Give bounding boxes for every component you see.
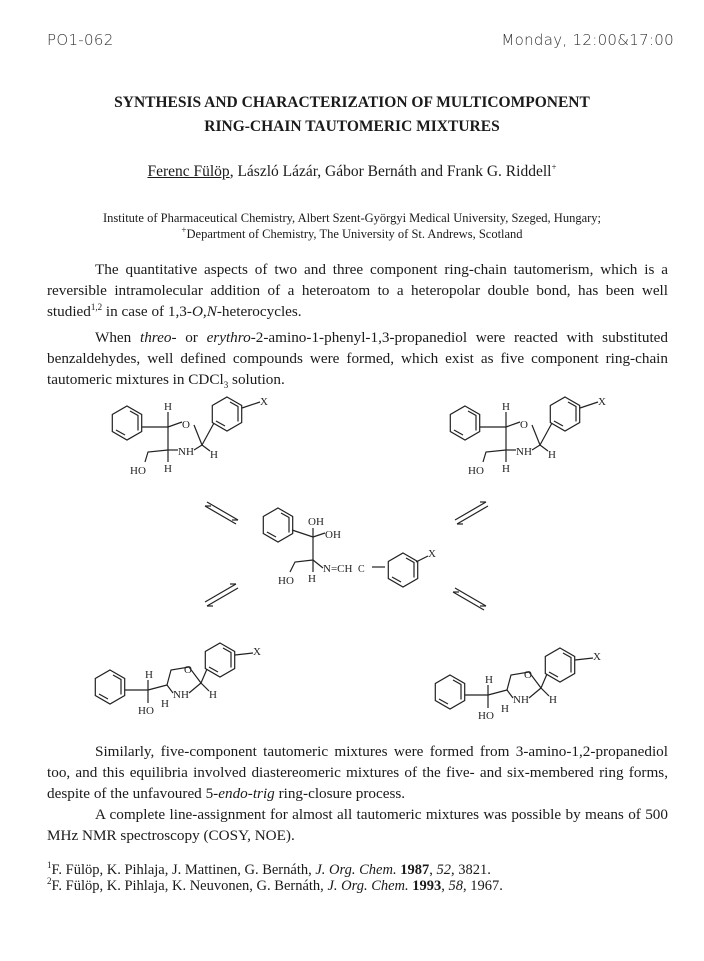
svg-text:HO: HO <box>138 705 154 717</box>
svg-text:H: H <box>161 698 169 710</box>
equilibrium-arrow-bottom-left <box>205 584 238 606</box>
svg-text:OH: OH <box>325 529 341 541</box>
svg-text:H: H <box>164 463 172 475</box>
svg-text:X: X <box>428 548 436 560</box>
tautomer-scheme <box>0 385 704 740</box>
equilibrium-arrow-top-left <box>205 502 238 524</box>
author-list <box>0 163 704 181</box>
reference-list <box>47 862 503 894</box>
equilibrium-arrow-top-right <box>455 502 488 524</box>
author-mark: + <box>551 161 557 172</box>
svg-text:H: H <box>145 669 153 681</box>
svg-text:H: H <box>210 449 218 461</box>
svg-text:H: H <box>209 689 217 701</box>
svg-text:NH: NH <box>516 446 532 458</box>
svg-text:HO: HO <box>468 465 484 477</box>
oxazolidine-structure-bottom-left <box>95 643 261 717</box>
title-line-1: SYNTHESIS AND CHARACTERIZATION OF MULTICOMPONENT <box>114 94 590 111</box>
svg-text:NH: NH <box>178 446 194 458</box>
svg-text:H: H <box>502 463 510 475</box>
svg-text:H: H <box>485 674 493 686</box>
svg-text:HO: HO <box>478 710 494 722</box>
svg-text:NH: NH <box>513 694 529 706</box>
svg-text:H: H <box>164 401 172 413</box>
svg-text:H: H <box>501 703 509 715</box>
equilibrium-arrow-bottom-right <box>453 588 486 610</box>
title-line-2: RING-CHAIN TAUTOMERIC MIXTURES <box>204 118 500 135</box>
oxazolidine-structure-top-right <box>450 396 606 477</box>
co-authors: , László Lázár, Gábor Bernáth and Frank G. Riddell <box>229 163 552 180</box>
svg-text:O: O <box>524 669 532 681</box>
affiliation-2 <box>0 224 704 242</box>
affiliation-2-text: Department of Chemistry, The University of St. Andrews, Scotland <box>186 227 523 241</box>
svg-text:O: O <box>184 664 192 676</box>
reference-2: $^2$F. Fülöp, K. Pihlaja, K. Neuvonen, G. Bernáth, J. Org. Chem. 1993, 58, 1967. <box>47 876 503 894</box>
svg-text:HO: HO <box>278 575 294 587</box>
imine-chain-structure <box>263 508 436 587</box>
svg-text:X: X <box>260 396 268 408</box>
oxazolidine-structure-bottom-right <box>435 648 601 722</box>
svg-text:X: X <box>593 651 601 663</box>
reference-1: $^1$F. Fülöp, K. Pihlaja, J. Mattinen, G. Bernáth, J. Org. Chem. 1987, 52, 3821. <box>47 860 491 878</box>
svg-text:N=CH: N=CH <box>323 563 353 575</box>
svg-text:O: O <box>182 419 190 431</box>
presenting-author: Ferenc Fülöp <box>147 163 230 180</box>
svg-text:OH: OH <box>308 516 324 528</box>
session-time: Monday, 12:00&17:00 <box>501 31 674 49</box>
svg-text:H: H <box>548 449 556 461</box>
svg-text:O: O <box>520 419 528 431</box>
paragraph-3: Similarly, five-component tautomeric mixtures were formed from 3-amino-1,2-propanediol too, and this equilibria involved diastereomeric mixtures of the five- and six-membered ring forms, despite of the unfavoured 5-endo-trig ring-closure process. <box>47 743 668 802</box>
svg-text:NH: NH <box>173 689 189 701</box>
paragraph-1: The quantitative aspects of two and three component ring-chain tautomerism, which is a reversible intramolecular addition of a heteroatom to a heteropolar double bond, has been well studied$^{1,2}$ in case of 1,3-O,N-heterocycles. <box>47 261 668 320</box>
svg-text:C: C <box>358 564 365 575</box>
results-paragraphs <box>47 741 668 846</box>
paragraph-4: A complete line-assignment for almost all tautomeric mixtures was possible by means of 500 MHz NMR spectroscopy (COSY, NOE). <box>47 806 668 844</box>
svg-text:H: H <box>549 694 557 706</box>
oxazolidine-structure-top-left <box>112 396 268 477</box>
svg-text:X: X <box>598 396 606 408</box>
abstract-code: PO1-062 <box>47 31 114 49</box>
intro-paragraphs <box>47 259 668 390</box>
svg-text:H: H <box>502 401 510 413</box>
paragraph-2: When threo- or erythro-2-amino-1-phenyl-1,3-propanediol were reacted with substituted benzaldehydes, well defined compounds were formed, which exist as five component ring-chain tautomeric mixtures in CDCl$_3$ solution. <box>47 329 668 391</box>
svg-text:X: X <box>253 646 261 658</box>
affiliation-1: Institute of Pharmaceutical Chemistry, Albert Szent-Györgyi Medical University, Szeged, Hungary; <box>102 211 602 225</box>
affiliation-mark: + <box>181 224 187 235</box>
svg-text:H: H <box>308 573 316 585</box>
svg-text:HO: HO <box>130 465 146 477</box>
